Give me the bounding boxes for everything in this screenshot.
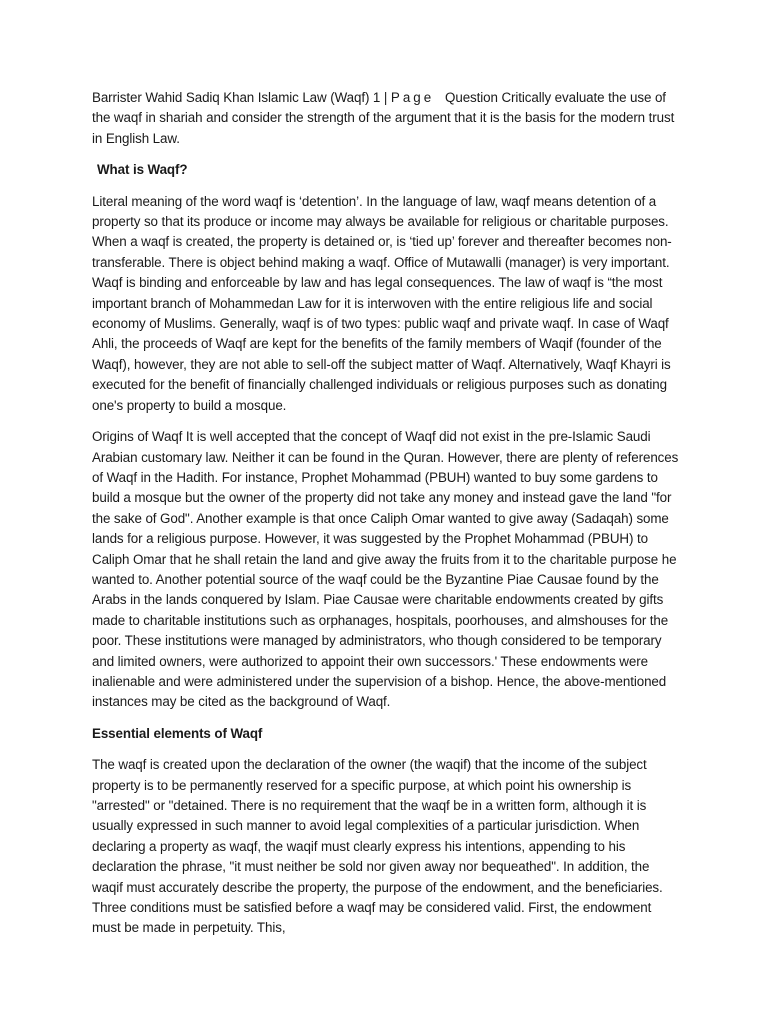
header-prefix: Barrister Wahid Sadiq Khan Islamic Law (Waqf) 1 | (92, 90, 391, 105)
heading-essential-elements: Essential elements of Waqf (92, 725, 263, 741)
heading-what-is-waqf: What is Waqf? (97, 162, 188, 178)
header-question: Question Critically evaluate the use of the waqf in shariah and consider the strength of the argument that it is the basis for the modern trust in English Law. (92, 90, 678, 146)
paragraph-essential-elements: The waqf is created upon the declaration of the owner (the waqif) that the income of the subject property is to be permanently reserved for a specific purpose, at which point his ownership is "arrested" or "detained. There is no requirement that the waqf be in a written form, although it is usually expressed in such manner to avoid legal complexities of a particular jurisdiction. When declaring a property as waqf, the waqif must clearly express his intentions, appending to his declaration the phrase, "it must neither be sold nor given away nor bequeathed". In addition, the waqif must accurately describe the property, the purpose of the endowment, and the beneficiaries. Three conditions must be satisfied before a waqf may be considered valid. First, the endowment must be made in perpetuity. This, (92, 757, 663, 936)
paragraph-origins: Origins of Waqf It is well accepted that the concept of Waqf did not exist in the pre-Islamic Saudi Arabian customary law. Neither it can be found in the Quran. However, there are plenty of references of Waqf in the Hadith. For instance, Prophet Mohammad (PBUH) wanted to buy some gardens to build a mosque but the owner of the property did not take any money and instead gave the land "for the sake of God". Another example is that once Caliph Omar wanted to give away (Sadaqah) some lands for a religious purpose. However, it was suggested by the Prophet Mohammad (PBUH) to Caliph Omar that he shall retain the land and give away the fruits from it to the charitable purpose he wanted to. Another potential source of the waqf could be the Byzantine Piae Causae found by the Arabs in the lands conquered by Islam. Piae Causae were charitable endowments created by gifts made to charitable institutions such as orphanages, hospitals, poorhouses, and almshouses for the poor. These institutions were managed by administrators, who though considered to be temporary and limited owners, were authorized to appoint their own successors.' These endowments were inalienable and were administered under the supervision of a bishop. Hence, the above-mentioned instances may be cited as the background of Waqf. (92, 429, 679, 710)
header-page-word: Page (390, 90, 435, 105)
document-page (92, 88, 682, 950)
paragraph-literal-meaning: Literal meaning of the word waqf is ‘detention’. In the language of law, waqf means detention of a property so that its produce or income may always be available for religious or charitable purposes. When a waqf is created, the property is detained or, is ‘tied up’ forever and thereafter becomes non-transferable. There is object behind making a waqf. Office of Mutawalli (manager) is very important. Waqf is binding and enforceable by law and has legal consequences. The law of waqf is “the most important branch of Mohammedan Law for it is interwoven with the entire religious life and social economy of Muslims. Generally, waqf is of two types: public waqf and private waqf. In case of Waqf Ahli, the proceeds of Waqf are kept for the benefits of the family members of Waqif (founder of the Waqf), however, they are not able to sell-off the subject matter of Waqf. Alternatively, Waqf Khayri is executed for the benefit of financially challenged individuals or religious purposes such as donating one's property to build a mosque. (92, 193, 672, 413)
document-header (92, 88, 682, 149)
